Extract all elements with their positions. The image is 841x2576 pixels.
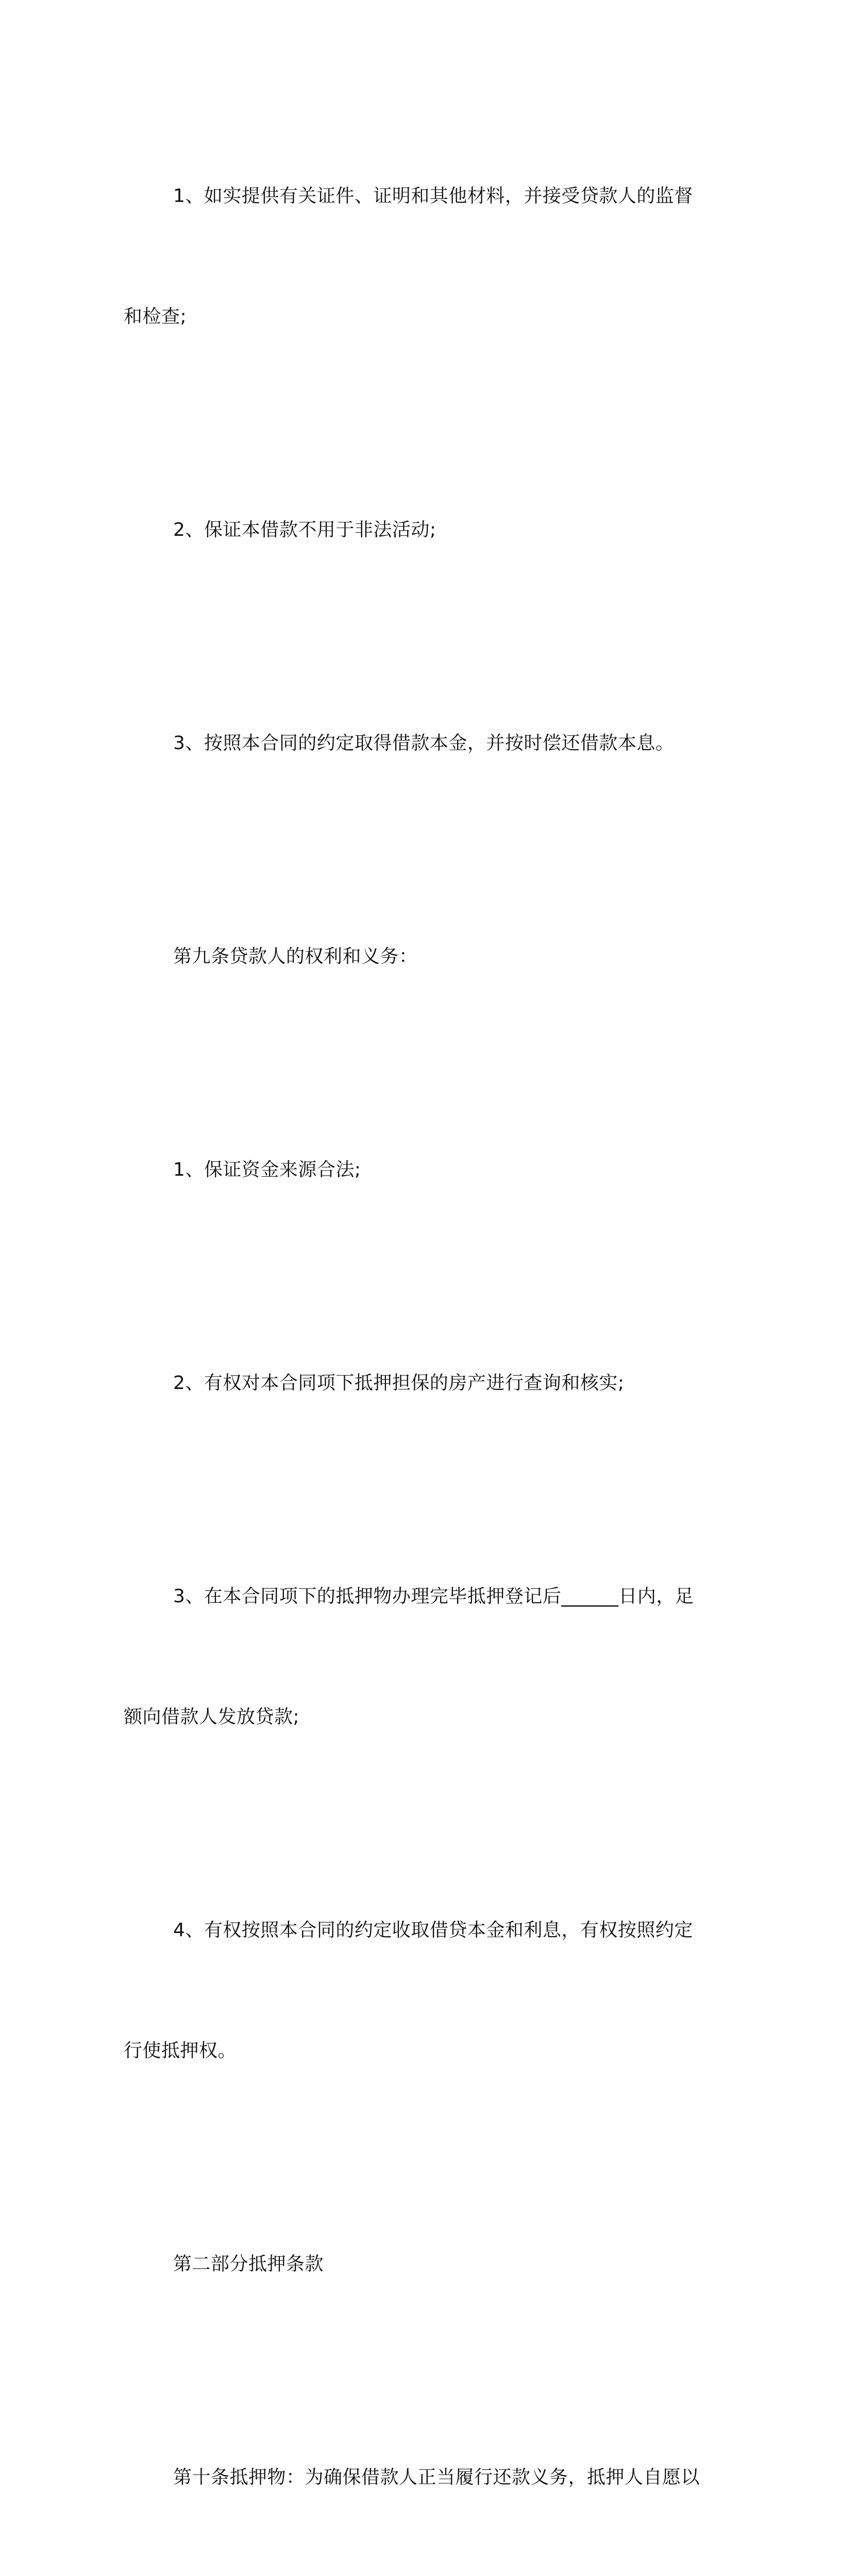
text-line: 1、保证资金来源合法; <box>173 1159 361 1180</box>
text-line: 2、保证本借款不用于非法活动; <box>173 519 436 540</box>
text-line: 4、有权按照本合同的约定收取借贷本金和利息，有权按照约定 <box>173 1920 693 1941</box>
document-page <box>124 96 711 2576</box>
text-line: 行使抵押权。 <box>124 2040 237 2061</box>
text-line: 3、按照本合同的约定取得借款本金，并按时偿还借款本息。 <box>173 733 675 754</box>
article-10-paragraph <box>124 2377 711 2576</box>
text-line: 2、有权对本合同项下抵押担保的房产进行查询和核实; <box>173 1372 625 1394</box>
paragraph-borrower-duty-2 <box>124 430 711 631</box>
text-line: 额向借款人发放贷款; <box>124 1706 300 1727</box>
paragraph-lender-duty-2 <box>124 1283 711 1484</box>
part-2-heading <box>124 2164 711 2365</box>
paragraph-borrower-duty-3 <box>124 643 711 844</box>
text-line: 和检查; <box>124 306 187 327</box>
paragraph-borrower-duty-1 <box>124 96 711 417</box>
article-9-heading <box>124 856 711 1057</box>
paragraph-lender-duty-1 <box>124 1070 711 1270</box>
text-line: 3、在本合同项下的抵押物办理完毕抵押登记后______日内，足 <box>173 1586 694 1607</box>
paragraph-lender-duty-3 <box>124 1496 711 1818</box>
text-line: 第二部分抵押条款 <box>173 2253 324 2275</box>
text-line: 第九条贷款人的权利和义务： <box>173 946 418 967</box>
text-line: 1、如实提供有关证件、证明和其他材料，并接受贷款人的监督 <box>173 185 693 207</box>
text-line: 第十条抵押物：为确保借款人正当履行还款义务，抵押人自愿以 <box>173 2467 700 2488</box>
paragraph-lender-duty-4 <box>124 1830 711 2151</box>
